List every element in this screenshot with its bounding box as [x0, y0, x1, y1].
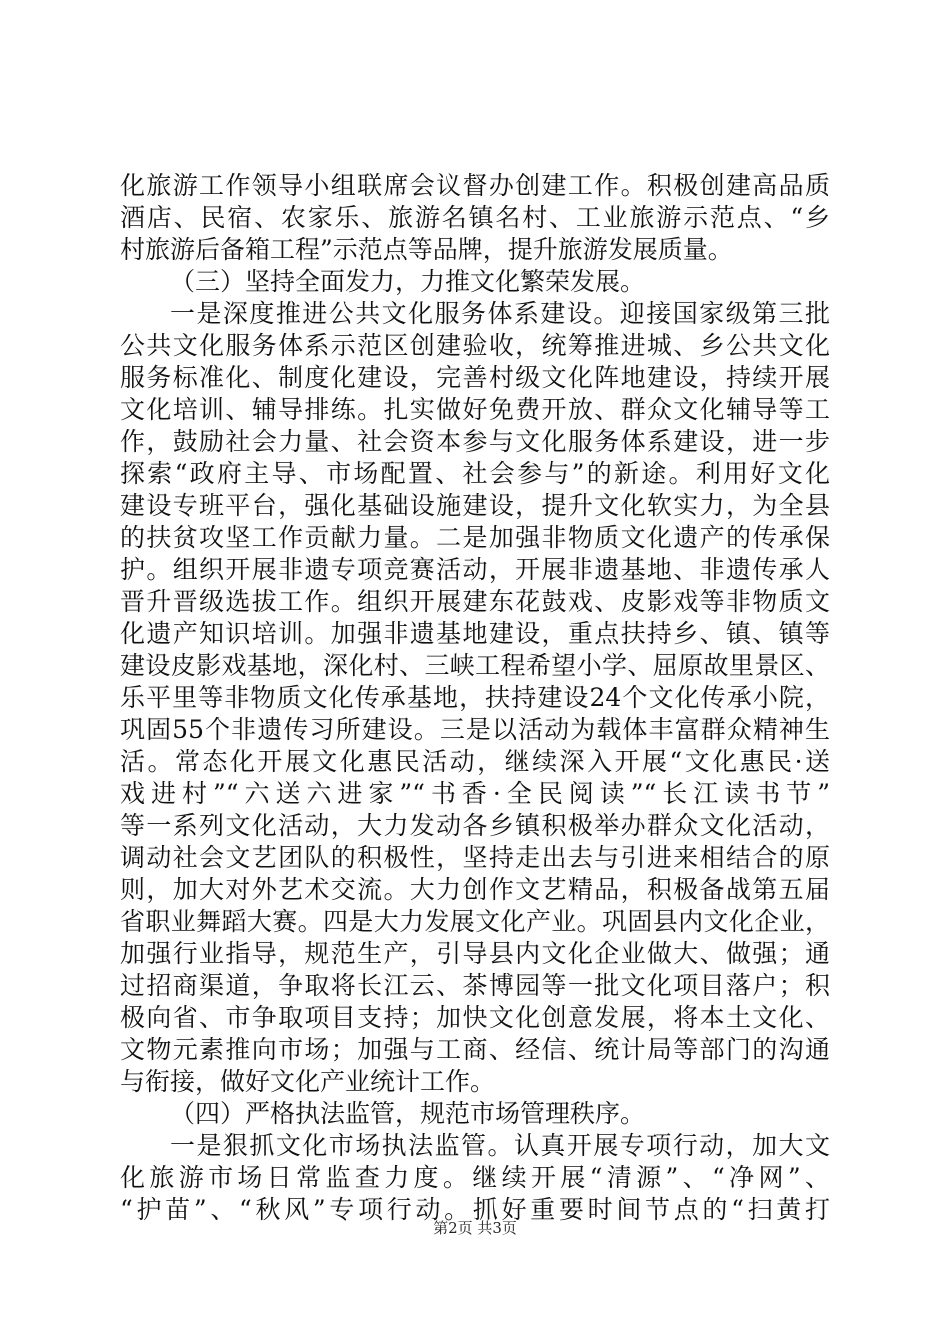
text-line: 的扶贫攻坚工作贡献力量。二是加强非物质文化遗产的传承保 — [120, 523, 830, 552]
text-line: 乐平里等非物质文化传承基地，扶持建设24个文化传承小院， — [120, 683, 830, 712]
text-line: 过招商渠道，争取将长江云、茶博园等一批文化项目落户；积 — [120, 971, 830, 1000]
body-text — [120, 170, 830, 1226]
text-line: 与衔接，做好文化产业统计工作。 — [120, 1067, 496, 1096]
text-line: 酒店、民宿、农家乐、旅游名镇名村、工业旅游示范点、“乡 — [120, 203, 830, 232]
text-line: 加强行业指导，规范生产，引导县内文化企业做大、做强；通 — [120, 939, 830, 968]
page-number-footer: 第2页 共3页 — [433, 1219, 517, 1237]
text-line: 化旅游工作领导小组联席会议督办创建工作。积极创建高品质 — [120, 171, 830, 200]
text-line: 建设皮影戏基地，深化村、三峡工程希望小学、屈原故里景区、 — [120, 651, 830, 680]
section-heading: （三）坚持全面发力，力推文化繁荣发展。 — [170, 267, 646, 296]
text-line: 文物元素推向市场；加强与工商、经信、统计局等部门的沟通 — [120, 1035, 830, 1064]
text-line: 省职业舞蹈大赛。四是大力发展文化产业。巩固县内文化企业， — [120, 907, 830, 936]
text-line: “护苗”、“秋风”专项行动。抓好重要时间节点的“扫黄打 — [120, 1195, 830, 1224]
text-line: 作，鼓励社会力量、社会资本参与文化服务体系建设，进一步 — [120, 427, 830, 456]
text-line: 一是狠抓文化市场执法监管。认真开展专项行动，加大文 — [170, 1131, 830, 1160]
text-line: 等一系列文化活动，大力发动各乡镇积极举办群众文化活动， — [120, 811, 830, 840]
text-line: 晋升晋级选拔工作。组织开展建东花鼓戏、皮影戏等非物质文 — [120, 587, 830, 616]
text-line: 文化培训、辅导排练。扎实做好免费开放、群众文化辅导等工 — [120, 395, 830, 424]
text-line: 化旅游市场日常监查力度。继续开展“清源”、“净网”、 — [120, 1163, 830, 1192]
text-line: 则，加大对外艺术交流。大力创作文艺精品，积极备战第五届 — [120, 875, 830, 904]
text-line: 巩固55个非遗传习所建设。三是以活动为载体丰富群众精神生 — [120, 715, 830, 744]
text-line: 戏进村”“六送六进家”“书香·全民阅读”“长江读书节” — [120, 779, 830, 808]
text-line: 建设专班平台，强化基础设施建设，提升文化软实力，为全县 — [120, 491, 830, 520]
text-line: 一是深度推进公共文化服务体系建设。迎接国家级第三批 — [170, 299, 830, 328]
text-line: 公共文化服务体系示范区创建验收，统筹推进城、乡公共文化 — [120, 331, 830, 360]
text-line: 护。组织开展非遗专项竞赛活动，开展非遗基地、非遗传承人 — [120, 555, 830, 584]
text-line: 化遗产知识培训。加强非遗基地建设，重点扶持乡、镇、镇等 — [120, 619, 830, 648]
text-line: 调动社会文艺团队的积极性，坚持走出去与引进来相结合的原 — [120, 843, 830, 872]
text-line: 探索“政府主导、市场配置、社会参与”的新途。利用好文化 — [120, 459, 830, 488]
text-line: 活。常态化开展文化惠民活动，继续深入开展“文化惠民·送 — [120, 747, 830, 776]
text-line: 服务标准化、制度化建设，完善村级文化阵地建设，持续开展 — [120, 363, 830, 392]
section-heading: （四）严格执法监管，规范市场管理秩序。 — [170, 1099, 646, 1128]
text-line: 极向省、市争取项目支持；加快文化创意发展，将本土文化、 — [120, 1003, 830, 1032]
text-line: 村旅游后备箱工程”示范点等品牌，提升旅游发展质量。 — [120, 235, 733, 264]
